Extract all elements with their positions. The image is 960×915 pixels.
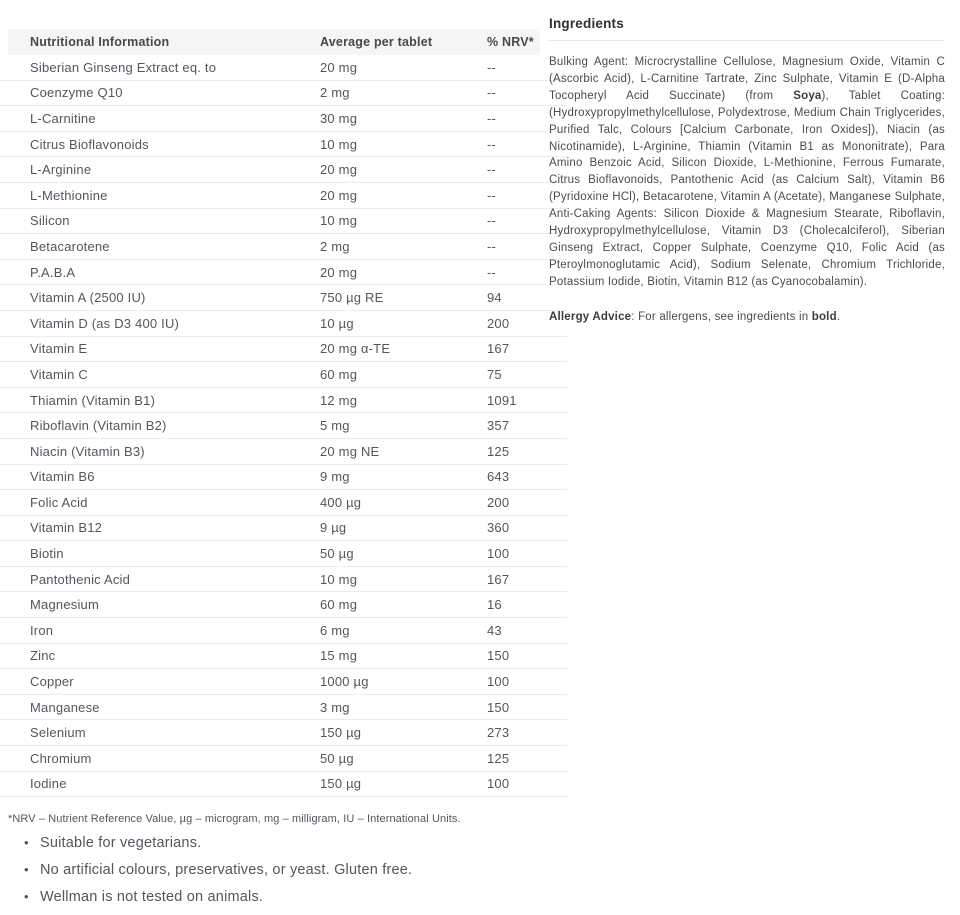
nutrient-name: Thiamin (Vitamin B1) [0, 387, 320, 413]
amount-per-tablet: 9 µg [320, 515, 487, 541]
nutrition-table-section [0, 29, 567, 915]
table-row [0, 234, 567, 260]
table-row [0, 413, 567, 439]
nrv-percent: 100 [487, 771, 567, 797]
table-row [0, 515, 567, 541]
table-row [0, 438, 567, 464]
nutrient-name: Riboflavin (Vitamin B2) [0, 413, 320, 439]
nutrient-name: Citrus Bioflavonoids [0, 131, 320, 157]
nrv-percent: 167 [487, 566, 567, 592]
nutrition-table [0, 55, 567, 797]
amount-per-tablet: 1000 µg [320, 669, 487, 695]
nutrient-name: Copper [0, 669, 320, 695]
ingredients-divider [549, 40, 945, 41]
bullet-text: Wellman is not tested on animals. [40, 889, 264, 906]
nutrient-name: Siberian Ginseng Extract eq. to [0, 55, 320, 80]
allergy-advice-bold-word: bold [811, 310, 837, 323]
nrv-percent: 75 [487, 362, 567, 388]
nrv-percent: -- [487, 80, 567, 106]
nutrient-name: Folic Acid [0, 490, 320, 516]
bullet-text: Suitable for vegetarians. [40, 835, 202, 852]
nutrient-name: Coenzyme Q10 [0, 80, 320, 106]
amount-per-tablet: 30 mg [320, 106, 487, 132]
amount-per-tablet: 10 mg [320, 208, 487, 234]
nrv-percent: 94 [487, 285, 567, 311]
nutrient-name: Biotin [0, 541, 320, 567]
nrv-percent: -- [487, 208, 567, 234]
nutrient-name: Vitamin E [0, 336, 320, 362]
table-row [0, 387, 567, 413]
col-header-average-per-tablet: Average per tablet [320, 35, 433, 49]
table-row [0, 618, 567, 644]
table-row [0, 55, 567, 80]
amount-per-tablet: 60 mg [320, 362, 487, 388]
ingredients-text [549, 54, 945, 291]
table-row [0, 310, 567, 336]
nrv-footnote: *NRV – Nutrient Reference Value, µg – microgram, mg – milligram, IU – International Units. [8, 813, 461, 826]
amount-per-tablet: 400 µg [320, 490, 487, 516]
table-row [0, 566, 567, 592]
table-row [0, 182, 567, 208]
nutrient-name: L-Carnitine [0, 106, 320, 132]
nrv-percent: 100 [487, 541, 567, 567]
nutrient-name: Iodine [0, 771, 320, 797]
allergy-advice-period: . [836, 310, 841, 323]
nutrient-name: Betacarotene [0, 234, 320, 260]
table-row [0, 771, 567, 797]
ingredients-text-part2: ), Tablet Coating: (Hydroxypropylmethylcellulose, Polydextrose, Medium Chain Triglycerides, Purified Talc, Colours [Calcium Carbonate, Iron Oxides]), Niacin (as Nicotinamide), L-Arginine, Thiamin (Vitamin B1 as Mononitrate), Para Amino Benzoic Acid, Silicon Dioxide, L-Methionine, Ferrous Fumarate, Citrus Bioflavonoids, Pantothenic Acid (as Calcium Salt), Vitamin B6 (Pyridoxine HCl), Betacarotene, Vitamin A (Acetate), Manganese Sulphate, Anti-Caking Agents: Silicon Dioxide & Magnesium Stearate, Riboflavin, Hydroxypropylmethylcellulose, Vitamin D3 (Cholecalciferol), Siberian Ginseng Extract, Copper Sulphate, Coenzyme Q10, Folic Acid (as Pteroylmonoglutamic Acid), Sodium Selenate, Chromium Trichloride, Potassium Iodide, Biotin, Vitamin B12 (as Cyanocobalamin). [549, 89, 945, 288]
nrv-percent: 200 [487, 490, 567, 516]
nrv-percent: 1091 [487, 387, 567, 413]
nutrient-name: Vitamin B6 [0, 464, 320, 490]
nrv-percent: -- [487, 157, 567, 183]
amount-per-tablet: 20 mg NE [320, 438, 487, 464]
table-row [0, 746, 567, 772]
nutrient-name: L-Methionine [0, 182, 320, 208]
nutrient-name: Chromium [0, 746, 320, 772]
amount-per-tablet: 5 mg [320, 413, 487, 439]
nrv-percent: -- [487, 131, 567, 157]
nrv-percent: -- [487, 182, 567, 208]
nrv-percent: 200 [487, 310, 567, 336]
table-row [0, 362, 567, 388]
table-row [0, 80, 567, 106]
nutrient-name: Pantothenic Acid [0, 566, 320, 592]
table-row [0, 669, 567, 695]
bullet-item [0, 889, 567, 905]
nutrient-name: Iron [0, 618, 320, 644]
amount-per-tablet: 20 mg [320, 157, 487, 183]
table-row [0, 464, 567, 490]
amount-per-tablet: 750 µg RE [320, 285, 487, 311]
amount-per-tablet: 2 mg [320, 80, 487, 106]
amount-per-tablet: 10 mg [320, 566, 487, 592]
amount-per-tablet: 150 µg [320, 771, 487, 797]
nutrient-name: Zinc [0, 643, 320, 669]
table-row [0, 259, 567, 285]
nutrient-name: L-Arginine [0, 157, 320, 183]
allergy-advice-label: Allergy Advice [549, 310, 632, 323]
ingredients-bold-soya: Soya [793, 89, 822, 102]
table-row [0, 106, 567, 132]
table-row [0, 336, 567, 362]
table-header-row [8, 29, 540, 55]
table-row [0, 157, 567, 183]
nrv-percent: 16 [487, 592, 567, 618]
amount-per-tablet: 10 mg [320, 131, 487, 157]
nutrient-name: P.A.B.A [0, 259, 320, 285]
bullet-item [0, 835, 567, 851]
nutrient-name: Silicon [0, 208, 320, 234]
table-row [0, 131, 567, 157]
amount-per-tablet: 20 mg [320, 259, 487, 285]
table-row [0, 643, 567, 669]
nrv-percent: 360 [487, 515, 567, 541]
ingredients-text-part1: Bulking Agent: Microcrystalline Cellulose, Magnesium Oxide, Vitamin C (Ascorbic Acid), L-Carnitine Tartrate, Zinc Sulphate, Vitamin E (D-Alpha Tocopheryl Acid Succinate) (from [549, 56, 945, 102]
amount-per-tablet: 50 µg [320, 746, 487, 772]
amount-per-tablet: 60 mg [320, 592, 487, 618]
amount-per-tablet: 3 mg [320, 694, 487, 720]
ingredients-section [549, 16, 945, 326]
bullet-icon: • [24, 835, 29, 851]
nutrient-name: Vitamin D (as D3 400 IU) [0, 310, 320, 336]
nrv-percent: 125 [487, 438, 567, 464]
amount-per-tablet: 20 mg [320, 182, 487, 208]
amount-per-tablet: 12 mg [320, 387, 487, 413]
nrv-percent: 150 [487, 694, 567, 720]
bullet-text: No artificial colours, preservatives, or yeast. Gluten free. [40, 862, 413, 879]
amount-per-tablet: 20 mg α-TE [320, 336, 487, 362]
amount-per-tablet: 150 µg [320, 720, 487, 746]
allergy-advice-text: : For allergens, see ingredients in [631, 310, 812, 323]
nrv-percent: 273 [487, 720, 567, 746]
ingredients-title: Ingredients [549, 16, 624, 31]
nrv-percent: 43 [487, 618, 567, 644]
table-row [0, 208, 567, 234]
nrv-percent: 357 [487, 413, 567, 439]
nrv-percent: -- [487, 55, 567, 80]
nutrient-name: Vitamin B12 [0, 515, 320, 541]
bullet-icon: • [24, 889, 29, 905]
table-row [0, 285, 567, 311]
nutrient-name: Vitamin A (2500 IU) [0, 285, 320, 311]
table-row [0, 490, 567, 516]
nrv-percent: 167 [487, 336, 567, 362]
nutrient-name: Niacin (Vitamin B3) [0, 438, 320, 464]
nutrient-name: Vitamin C [0, 362, 320, 388]
nrv-percent: -- [487, 259, 567, 285]
nrv-percent: 100 [487, 669, 567, 695]
allergy-advice [549, 309, 945, 326]
amount-per-tablet: 9 mg [320, 464, 487, 490]
amount-per-tablet: 50 µg [320, 541, 487, 567]
table-body [0, 55, 567, 797]
col-header-nutritional-information: Nutritional Information [30, 35, 170, 49]
amount-per-tablet: 15 mg [320, 643, 487, 669]
nrv-percent: 643 [487, 464, 567, 490]
table-row [0, 720, 567, 746]
table-row [0, 694, 567, 720]
amount-per-tablet: 6 mg [320, 618, 487, 644]
bullet-icon: • [24, 862, 29, 878]
amount-per-tablet: 20 mg [320, 55, 487, 80]
nutrient-name: Selenium [0, 720, 320, 746]
nrv-percent: -- [487, 106, 567, 132]
col-header-nrv: % NRV* [487, 35, 534, 49]
nrv-percent: 150 [487, 643, 567, 669]
bullet-item [0, 862, 567, 878]
nutrient-name: Magnesium [0, 592, 320, 618]
nrv-percent: 125 [487, 746, 567, 772]
amount-per-tablet: 2 mg [320, 234, 487, 260]
amount-per-tablet: 10 µg [320, 310, 487, 336]
table-row [0, 592, 567, 618]
table-row [0, 541, 567, 567]
bullet-list [0, 835, 567, 905]
nrv-percent: -- [487, 234, 567, 260]
nutrient-name: Manganese [0, 694, 320, 720]
